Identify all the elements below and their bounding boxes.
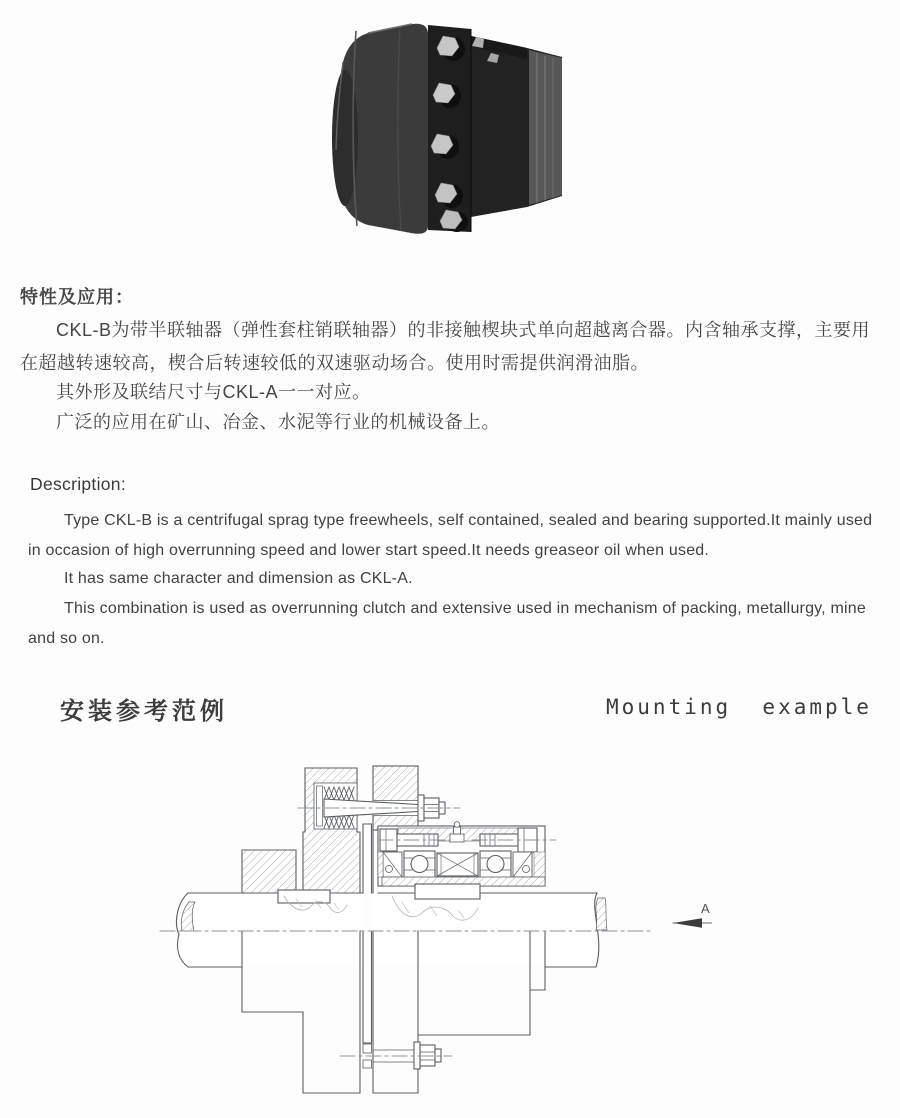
description-paragraph-3: This combination is used as overrunning clutch and extensive used in mechanism of packing, metallurgy, mine and so on. [28, 600, 866, 647]
description-heading-en: Description: [30, 474, 126, 494]
sprag-cage [437, 853, 478, 876]
mounting-heading-cn: 安装参考范例 [60, 698, 228, 725]
right-shaft [372, 893, 607, 967]
view-arrow [673, 901, 712, 928]
features-heading-cn: 特性及应用： [20, 287, 134, 307]
description-paragraph-1: Type CKL-B is a centrifugal sprag type freewheels, self contained, sealed and bearing supported.It mainly used in occasion of high overrunning speed and lower start speed.It needs greaseor oil when used. [28, 512, 873, 559]
product-photo [322, 15, 578, 239]
clutch-photo-illustration [332, 24, 562, 234]
features-paragraph-1: CKL-B为带半联轴器（弹性套柱销联轴器）的非接触楔块式单向超越离合器。内含轴承支撑，主要用在超越转速较高，楔合后转速较低的双速驱动场合。使用时需提供润滑油脂。 [20, 320, 871, 373]
left-shaft-key [278, 890, 330, 903]
features-paragraph-2: 其外形及联结尺寸与CKL-A一一对应。 [56, 382, 371, 402]
right-shaft-key [415, 884, 480, 899]
features-paragraph-3: 广泛的应用在矿山、冶金、水泥等行业的机械设备上。 [56, 412, 500, 432]
ball-bearing-right [480, 851, 511, 878]
membrane-plate [363, 824, 372, 1043]
mounting-heading-en: Mounting example [606, 695, 872, 719]
mounting-drawing [148, 752, 712, 1112]
bearing-housing [378, 822, 545, 886]
ball-bearing-left [404, 851, 435, 878]
view-arrow-label: A [701, 901, 710, 916]
description-paragraph-2: It has same character and dimension as CKL-A. [64, 570, 413, 587]
